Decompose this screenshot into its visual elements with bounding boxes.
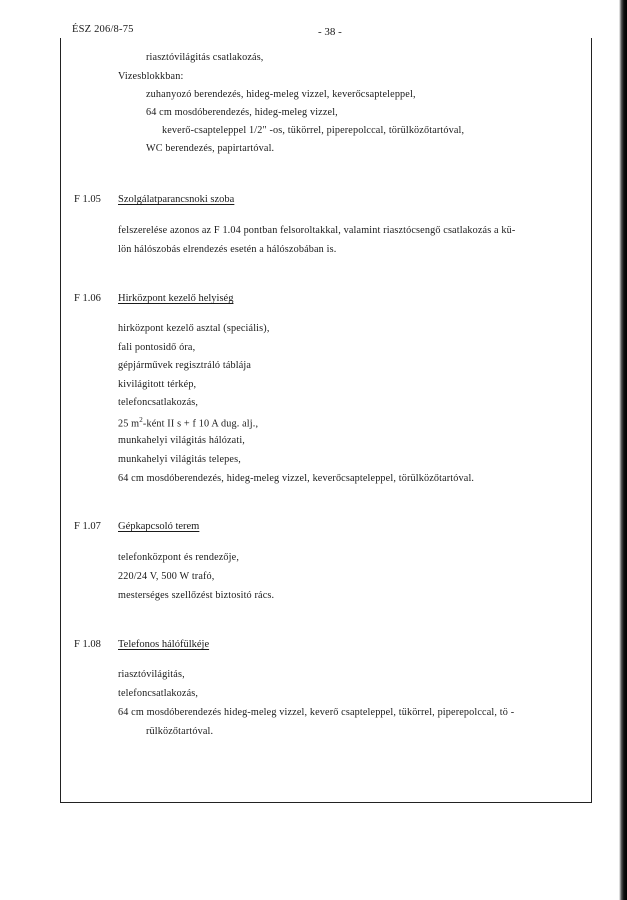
section-title-f106: Hirközpont kezelő helyiség (118, 293, 234, 304)
f106-line-2: fali pontosidő óra, (118, 342, 196, 353)
f106-line-4: kivilágitott térkép, (118, 379, 197, 390)
f106-line-1: hirközpont kezelő asztal (speciális), (118, 323, 270, 334)
f106-line-6 (118, 416, 258, 429)
f105-line-1: felszerelése azonos az F 1.04 pontban felsoroltakkal, valamint riasztócsengő csatlakozás a kü- (118, 225, 516, 236)
f106-line-7: munkahelyi világitás hálózati, (118, 435, 245, 446)
section-number-f107: F 1.07 (74, 521, 101, 532)
section-number-f106: F 1.06 (74, 293, 101, 304)
section-number-f105: F 1.05 (74, 194, 101, 205)
intro-line-6: WC berendezés, papirtartóval. (146, 143, 275, 154)
f106-line-5: telefoncsatlakozás, (118, 397, 199, 408)
section-title-f105: Szolgálatparancsnoki szoba (118, 194, 235, 205)
f108-line-3: 64 cm mosdóberendezés hideg-meleg vizzel, keverő csapteleppel, tükörrel, piperepolccal, tö - (118, 707, 515, 718)
section-title-f107: Gépkapcsoló terem (118, 521, 200, 532)
f105-line-2: lön hálószobás elrendezés esetén a hálószobában is. (118, 244, 337, 255)
f106-line-6-a: 25 m (118, 418, 140, 430)
intro-line-5: keverő-csapteleppel 1/2" -os, tükörrel, piperepolccal, törülközőtartóval, (162, 125, 465, 136)
section-title-f108: Telefonos hálófülkéje (118, 639, 210, 650)
intro-line-2: Vizesblokkban: (118, 71, 184, 82)
intro-line-1: riasztóvilágitás csatlakozás, (146, 52, 264, 63)
document-id: ÉSZ 206/8-75 (72, 24, 134, 35)
section-number-f108: F 1.08 (74, 639, 101, 650)
f107-line-2: 220/24 V, 500 W trafó, (118, 571, 215, 582)
intro-line-3: zuhanyozó berendezés, hideg-meleg vizzel, keverőcsapteleppel, (146, 89, 416, 100)
scan-edge-shadow (619, 0, 627, 900)
f107-line-3: mesterséges szellőzést biztositó rács. (118, 590, 275, 601)
page-number: - 38 - (318, 26, 342, 38)
f106-line-8: munkahelyi világitás telepes, (118, 454, 241, 465)
f106-line-9: 64 cm mosdóberendezés, hideg-meleg vizzel, keverőcsapteleppel, törülközőtartóval. (118, 473, 475, 484)
f108-line-1: riasztóvilágitás, (118, 669, 185, 680)
intro-line-4: 64 cm mosdóberendezés, hideg-meleg vizzel, (146, 107, 338, 118)
f107-line-1: telefonközpont és rendezője, (118, 552, 240, 563)
f106-line-6-b: -ként II s + f 10 A dug. alj., (142, 418, 259, 430)
f108-line-2: telefoncsatlakozás, (118, 688, 199, 699)
f106-line-3: gépjárművek regisztráló táblája (118, 360, 252, 371)
superscript-2: 2 (139, 416, 143, 424)
f108-line-4: rülközőtartóval. (146, 726, 214, 737)
